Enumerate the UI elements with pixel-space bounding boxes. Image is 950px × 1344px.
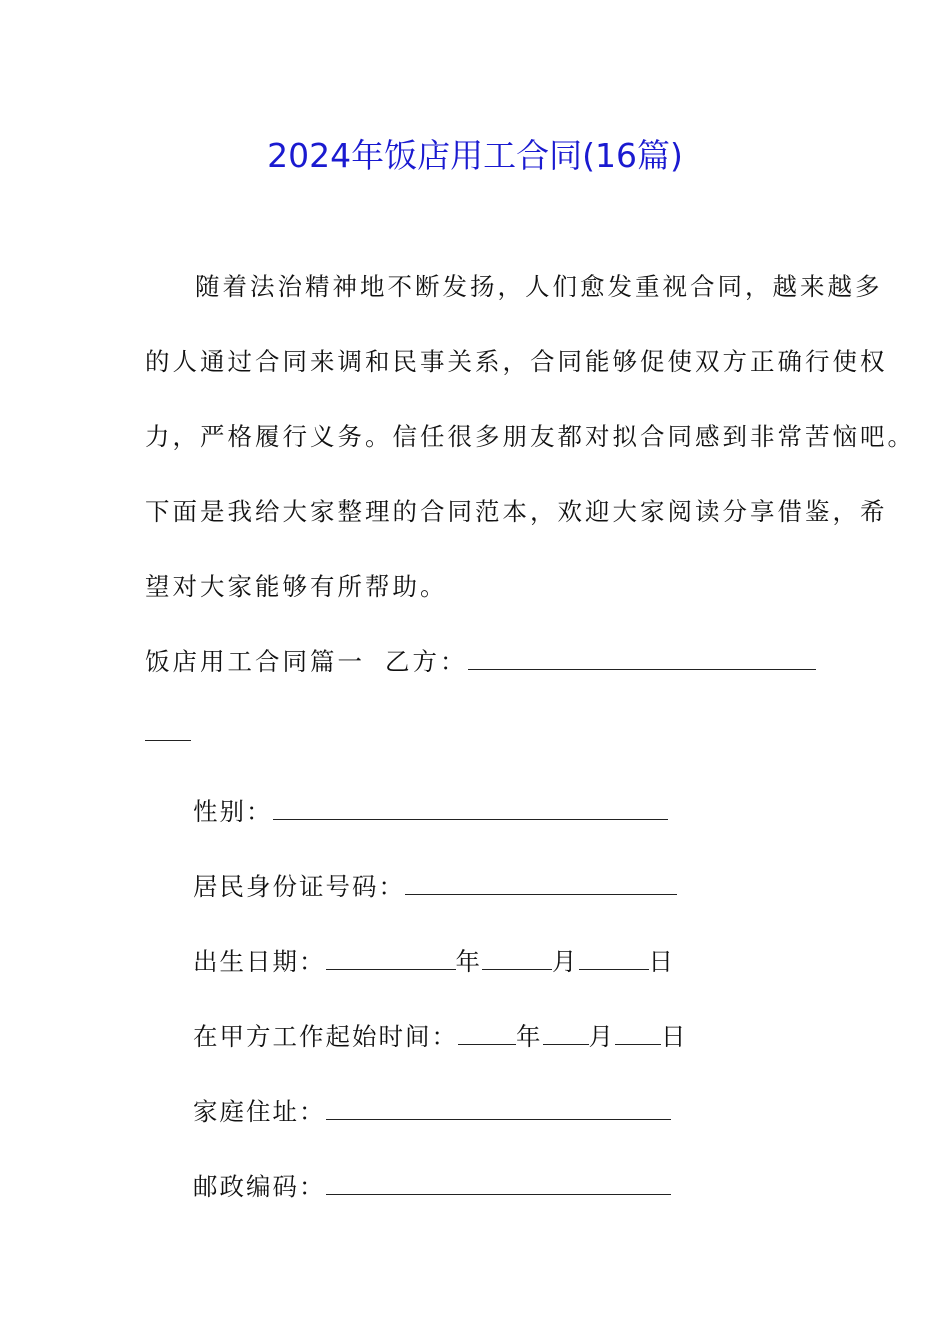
birth-date-row xyxy=(193,943,675,978)
year-unit: 年 xyxy=(455,947,482,976)
postcode-blank[interactable] xyxy=(326,1174,671,1195)
start-date-label: 在甲方工作起始时间： xyxy=(193,1022,458,1051)
start-day-unit: 日 xyxy=(661,1022,688,1051)
address-blank[interactable] xyxy=(326,1099,671,1120)
birth-date-label: 出生日期： xyxy=(193,947,326,976)
start-month-blank[interactable] xyxy=(543,1024,589,1045)
id-number-label: 居民身份证号码： xyxy=(193,872,405,901)
intro-line-4: 下面是我给大家整理的合同范本，欢迎大家阅读分享借鉴，希 xyxy=(145,497,888,526)
address-row xyxy=(193,1093,671,1128)
postcode-row xyxy=(193,1168,671,1203)
intro-line-3: 力，严格履行义务。信任很多朋友都对拟合同感到非常苦恼吧。 xyxy=(145,422,915,451)
intro-line-5: 望对大家能够有所帮助。 xyxy=(145,572,448,601)
gender-row xyxy=(193,793,668,828)
party-b-blank-continued[interactable] xyxy=(145,740,191,741)
intro-line-2: 的人通过合同来调和民事关系，合同能够促使双方正确行使权 xyxy=(145,347,888,376)
start-year-blank[interactable] xyxy=(458,1024,516,1045)
id-number-row xyxy=(193,868,677,903)
id-number-blank[interactable] xyxy=(405,874,677,895)
postcode-label: 邮政编码： xyxy=(193,1172,326,1201)
start-date-row xyxy=(193,1018,688,1053)
address-label: 家庭住址： xyxy=(193,1097,326,1126)
party-b-label: 乙方： xyxy=(385,647,468,676)
section-heading-row xyxy=(145,643,365,678)
gender-label: 性别： xyxy=(193,797,273,826)
section-heading: 饭店用工合同篇一 xyxy=(145,647,365,676)
birth-month-blank[interactable] xyxy=(482,949,552,970)
start-day-blank[interactable] xyxy=(615,1024,661,1045)
start-month-unit: 月 xyxy=(588,1022,615,1051)
gender-blank[interactable] xyxy=(273,799,668,820)
start-year-unit: 年 xyxy=(516,1022,543,1051)
month-unit: 月 xyxy=(552,947,579,976)
party-b-row xyxy=(385,643,816,678)
day-unit: 日 xyxy=(648,947,675,976)
intro-line-1: 随着法治精神地不断发扬，人们愈发重视合同，越来越多 xyxy=(195,272,883,301)
party-b-blank[interactable] xyxy=(468,649,816,670)
document-title: 2024年饭店用工合同(16篇) xyxy=(267,136,683,175)
birth-day-blank[interactable] xyxy=(579,949,649,970)
birth-year-blank[interactable] xyxy=(326,949,456,970)
